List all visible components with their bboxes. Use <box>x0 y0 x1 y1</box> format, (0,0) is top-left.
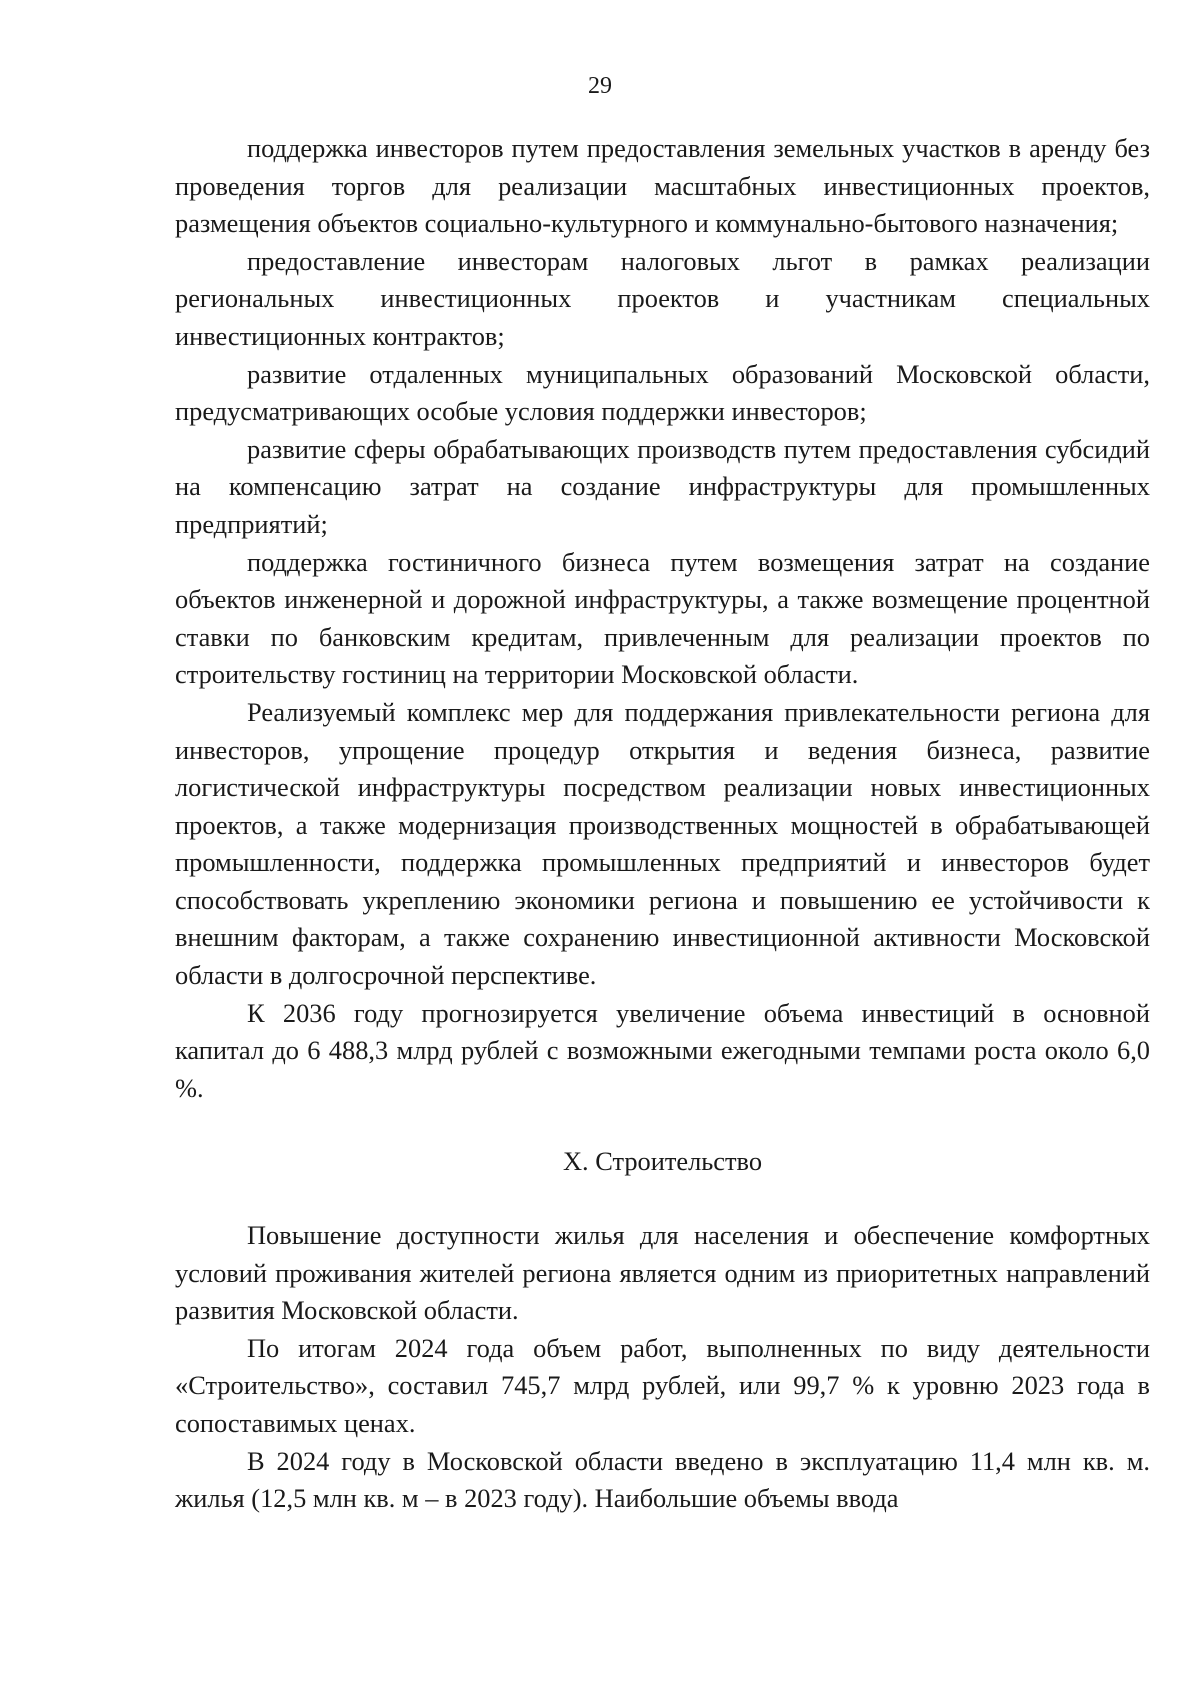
page-number: 29 <box>588 73 612 99</box>
paragraph-manufacturing-subsidies: развитие сферы обрабатывающих производств путем предоставления субсидий на компенсацию затрат на создание инфраструктуры для промышленных предприятий; <box>175 433 1150 539</box>
paragraph-remote-municipalities: развитие отдаленных муниципальных образований Московской области, предусматривающих особые условия поддержки инвесторов; <box>175 358 1150 427</box>
paragraph-hotel-business: поддержка гостиничного бизнеса путем возмещения затрат на создание объектов инженерной и дорожной инфраструктуры, а также возмещение процентной ставки по банковским кредитам, привлеченным для реализации проектов по строительству гостиниц на территории Московской области. <box>175 546 1150 690</box>
paragraph-housing-affordability: Повышение доступности жилья для населения и обеспечение комфортных условий проживания жителей региона является одним из приоритетных направлений развития Московской области. <box>175 1220 1150 1326</box>
paragraph-land-lease: поддержка инвесторов путем предоставления земельных участков в аренду без проведения торгов для реализации масштабных инвестиционных проектов, размещения объектов социально-культурного и коммунально-бытового назначения; <box>175 133 1150 239</box>
paragraph-construction-volume: По итогам 2024 года объем работ, выполненных по виду деятельности «Строительство», составил 745,7 млрд рублей, или 99,7 % к уровню 2023 года в сопоставимых ценах. <box>175 1332 1150 1438</box>
paragraph-investment-forecast: К 2036 году прогнозируется увеличение объема инвестиций в основной капитал до 6 488,3 млрд рублей с возможными ежегодными темпами роста около 6,0 %. <box>175 997 1150 1103</box>
document-body <box>175 130 1150 1518</box>
paragraph-tax-benefits: предоставление инвесторам налоговых льгот в рамках реализации региональных инвестиционных проектов и участникам специальных инвестиционных контрактов; <box>175 245 1150 351</box>
section-heading: X. Строительство <box>562 1146 763 1177</box>
paragraph-complex-measures: Реализуемый комплекс мер для поддержания привлекательности региона для инвесторов, упрощение процедур открытия и ведения бизнеса, развитие логистической инфраструктуры посредством реализации новых инвестиционных проектов, а также модернизация производственных мощностей в обрабатывающей промышленности, поддержка промышленных предприятий и инвесторов будет способствовать укреплению экономики региона и повышению ее устойчивости к внешним факторам, а также сохранению инвестиционной активности Московской области в долгосрочной перспективе. <box>175 696 1150 991</box>
paragraph-housing-commissioning: В 2024 году в Московской области введено в эксплуатацию 11,4 млн кв. м. жилья (12,5 млн кв. м – в 2023 году). Наибольшие объемы ввода <box>175 1445 1150 1514</box>
